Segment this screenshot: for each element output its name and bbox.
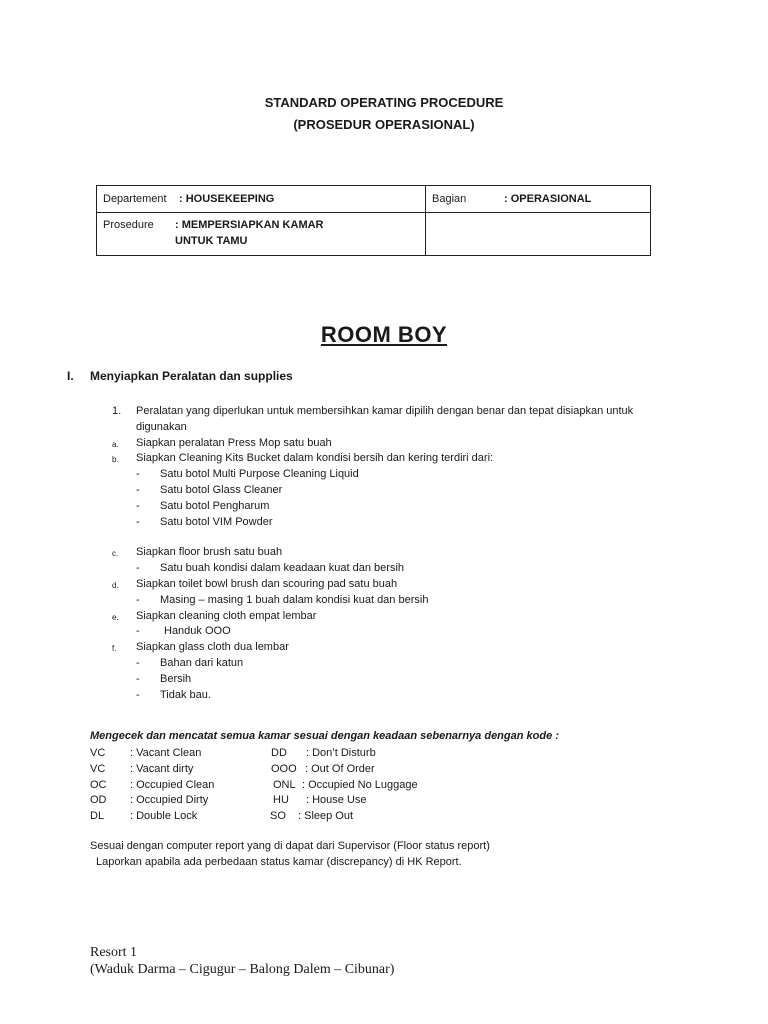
- empty-cell: [426, 213, 651, 256]
- status-code: VC: [90, 747, 106, 759]
- item-marker: d.: [112, 580, 119, 590]
- status-desc: : Occupied No Luggage: [302, 778, 418, 791]
- item-marker: e.: [112, 612, 119, 622]
- sub-item: - Satu botol Multi Purpose Cleaning Liquid: [136, 468, 359, 481]
- status-desc: : Vacant dirty: [130, 762, 194, 775]
- item-marker: 1.: [112, 405, 122, 417]
- list-item: [112, 640, 672, 656]
- mengecek-heading: Mengecek dan mencatat semua kamar sesuai dengan keadaan sebenarnya dengan kode :: [90, 730, 559, 742]
- status-desc: : Double Lock: [130, 810, 198, 823]
- room-boy-heading: ROOM BOY: [320, 322, 448, 347]
- status-code: HU: [273, 794, 289, 807]
- prosedure-value-line2: UNTUK TAMU: [175, 235, 248, 247]
- status-desc: : House Use: [306, 794, 367, 807]
- header-table: [96, 185, 651, 256]
- status-code: DL: [90, 810, 105, 823]
- footer-line-2: (Waduk Darma – Cigugur – Balong Dalem – Cibunar): [90, 962, 395, 977]
- item-marker: b.: [112, 455, 119, 465]
- prosedure-cell: [97, 213, 426, 256]
- list-item: [112, 436, 672, 452]
- item-text: Siapkan Cleaning Kits Bucket dalam kondisi bersih dan kering terdiri dari:: [136, 452, 494, 465]
- prosedure-label: Prosedure: [103, 219, 154, 231]
- header-row-1: [97, 186, 651, 213]
- item-text: Peralatan yang diperlukan untuk membersihkan kamar dipilih dengan benar dan tepat disiapkan untuk: [136, 405, 634, 417]
- list-item: [112, 545, 672, 561]
- section-number: I.: [67, 369, 74, 383]
- sub-item: - Satu botol VIM Powder: [136, 515, 273, 528]
- section-title: Menyiapkan Peralatan dan supplies: [90, 369, 293, 383]
- list-item: [112, 451, 672, 467]
- footer-line-1: Resort 1: [90, 945, 138, 960]
- sub-item: - Satu botol Glass Cleaner: [136, 483, 283, 496]
- list-item: [112, 577, 672, 593]
- item-marker: f.: [112, 644, 117, 654]
- status-code: OC: [90, 778, 107, 791]
- sub-item: - Tidak bau.: [136, 688, 211, 701]
- footer: [90, 944, 394, 978]
- item-text: Siapkan glass cloth dua lembar: [136, 641, 289, 654]
- sub-item: - Bahan dari katun: [136, 656, 244, 669]
- item-text: Siapkan cleaning cloth empat lembar: [136, 609, 317, 622]
- departement-value: : HOUSEKEEPING: [179, 193, 275, 205]
- list-item: [112, 609, 672, 625]
- sub-item: - Masing – masing 1 buah dalam kondisi kuat dan bersih: [136, 593, 429, 606]
- item-text: Siapkan peralatan Press Mop satu buah: [136, 436, 332, 449]
- status-desc: : Sleep Out: [298, 810, 354, 823]
- bagian-cell: [426, 186, 651, 213]
- item-text: Siapkan floor brush satu buah: [136, 546, 283, 559]
- sub-item: - Satu botol Pengharum: [136, 499, 270, 512]
- document-title: STANDARD OPERATING PROCEDURE: [264, 95, 504, 110]
- item-marker: c.: [112, 549, 119, 559]
- item-marker: a.: [112, 439, 119, 449]
- item-text-cont: digunakan: [136, 420, 187, 433]
- supplies-list: [112, 404, 672, 703]
- status-desc: : Vacant Clean: [130, 747, 202, 759]
- status-desc: : Occupied Dirty: [130, 794, 209, 807]
- departement-cell: [97, 186, 426, 213]
- status-code: OD: [90, 794, 107, 807]
- sub-item: - Satu buah kondisi dalam keadaan kuat dan bersih: [136, 562, 405, 575]
- sub-item: - Bersih: [136, 672, 192, 685]
- prosedure-value-line1: : MEMPERSIAPKAN KAMAR: [175, 219, 324, 231]
- status-code: VC: [90, 762, 106, 775]
- status-desc: : Out Of Order: [305, 762, 375, 775]
- status-code: OOO: [271, 762, 297, 775]
- status-code: DD: [271, 747, 287, 759]
- list-item: [112, 404, 672, 436]
- sesuai-text: Sesuai dengan computer report yang di dapat dari Supervisor (Floor status report): [90, 840, 490, 852]
- status-code: ONL: [273, 778, 296, 791]
- laporkan-text: Laporkan apabila ada perbedaan status kamar (discrepancy) di HK Report.: [96, 856, 462, 868]
- section-heading: [67, 369, 293, 383]
- status-desc: : Don’t Disturb: [306, 747, 376, 759]
- status-desc: : Occupied Clean: [130, 778, 215, 791]
- departement-label: Departement: [103, 193, 167, 205]
- sub-item: - Handuk OOO: [136, 625, 231, 638]
- bagian-value: : OPERASIONAL: [504, 193, 592, 205]
- bagian-label: Bagian: [432, 193, 467, 205]
- document-subtitle: (PROSEDUR OPERASIONAL): [293, 117, 475, 132]
- header-row-2: [97, 213, 651, 256]
- status-code: SO: [270, 810, 286, 823]
- item-text: Siapkan toilet bowl brush dan scouring pad satu buah: [136, 577, 398, 590]
